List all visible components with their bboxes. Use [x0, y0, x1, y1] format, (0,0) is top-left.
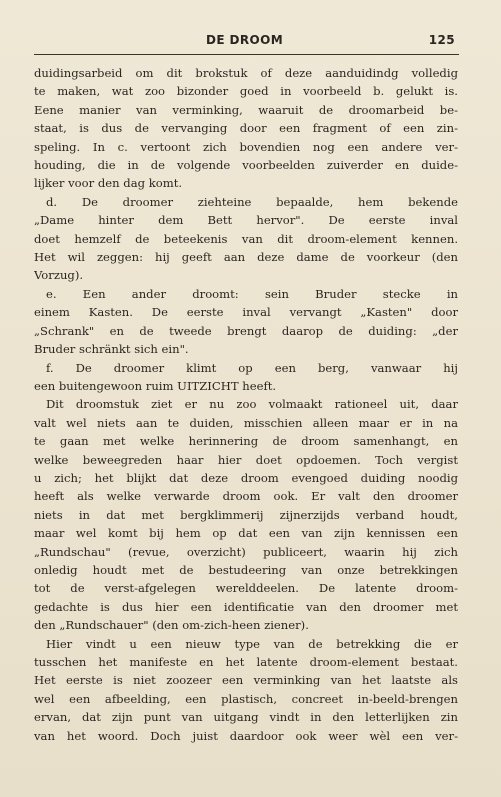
text-line: een buitengewoon ruim UITZICHT heeft. — [34, 378, 277, 393]
text-line: einem Kasten. De eerste inval vervangt „Kasten" door — [34, 305, 458, 320]
text-line: Vorzug). — [34, 268, 84, 283]
text-line: van het woord. Doch juist daardoor ook weer wèl een ver- — [34, 728, 458, 743]
text-line: duidingsarbeid om dit brokstuk of deze aanduidindg volledig — [34, 66, 458, 80]
text-line: te gaan met welke herinnering de droom samenhangt, en — [34, 434, 458, 449]
text-line: niets in dat met bergklimmerij zijnerzijds verband houdt, — [34, 507, 458, 522]
chapter-title: DE DROOM — [205, 33, 284, 47]
text-line: houding, die in de volgende voorbeelden zuiverder en duide- — [34, 158, 458, 173]
text-line: wel een afbeelding, een plastisch, concreet in-beeld-brengen — [34, 691, 458, 706]
header-rule — [34, 54, 459, 55]
text-line: u zich; het blijkt dat deze droom evengoed duiding noodig — [34, 470, 458, 485]
text-line: onledig houdt met de bestudeering van onze betrekkingen — [34, 562, 458, 577]
text-line: Het eerste is niet zoozeer een verminking van het laatste als — [34, 673, 458, 688]
page-number: 125 — [428, 33, 455, 47]
text-line: Dit droomstuk ziet er nu zoo volmaakt rationeel uit, daar — [46, 397, 458, 412]
text-line: Het wil zeggen: hij geeft aan deze dame de voorkeur (den — [34, 250, 458, 265]
text-line: maar wel komt bij hem op dat een van zijn kennissen een — [34, 526, 458, 541]
text-line: te maken, wat zoo bizonder goed in voorbeeld b. gelukt is. — [34, 84, 458, 99]
text-line: Bruder schränkt sich ein". — [34, 342, 189, 357]
running-header — [34, 33, 455, 51]
text-line: staat, is dus de vervanging door een fragment of een zin- — [34, 121, 458, 136]
text-line: e. Een ander droomt: sein Bruder stecke in — [46, 286, 458, 301]
text-line: speling. In c. vertoont zich bovendien nog een andere ver- — [34, 139, 458, 154]
text-line: „Dame hinter dem Bett hervor". De eerste inval — [34, 213, 458, 228]
text-line: ervan, dat zijn punt van uitgang vindt in den letterlijken zin — [34, 710, 458, 725]
text-line: Hier vindt u een nieuw type van de betrekking die er — [46, 636, 458, 651]
text-line: tusschen het manifeste en het latente droom-element bestaat. — [34, 655, 458, 669]
text-line: den „Rundschauer" (den om-zich-heen ziener). — [34, 618, 309, 633]
text-line: „Rundschau" (revue, overzicht) publiceert, waarin hij zich — [34, 544, 458, 559]
text-line: f. De droomer klimt op een berg, vanwaar hij — [46, 360, 458, 375]
text-line: „Schrank" en de tweede brengt daarop de duiding: „der — [34, 323, 458, 338]
text-line: welke beweegreden haar hier doet opdoemen. Toch vergist — [34, 452, 458, 467]
text-line: tot de verst-afgelegen werelddeelen. De latente droom- — [34, 581, 458, 596]
text-line: d. De droomer ziehteine bepaalde, hem bekende — [46, 194, 458, 209]
text-line: lijker voor den dag komt. — [34, 176, 183, 191]
text-line: doet hemzelf de beteekenis van dit droom-element kennen. — [34, 231, 458, 246]
text-line: Eene manier van verminking, waaruit de droomarbeid be- — [34, 102, 458, 117]
body-text — [34, 64, 458, 745]
text-line: heeft als welke verwarde droom ook. Er valt den droomer — [34, 489, 458, 504]
text-line: valt wel niets aan te duiden, misschien alleen maar er in na — [34, 415, 458, 430]
text-line: gedachte is dus hier een identificatie van den droomer met — [34, 599, 458, 614]
